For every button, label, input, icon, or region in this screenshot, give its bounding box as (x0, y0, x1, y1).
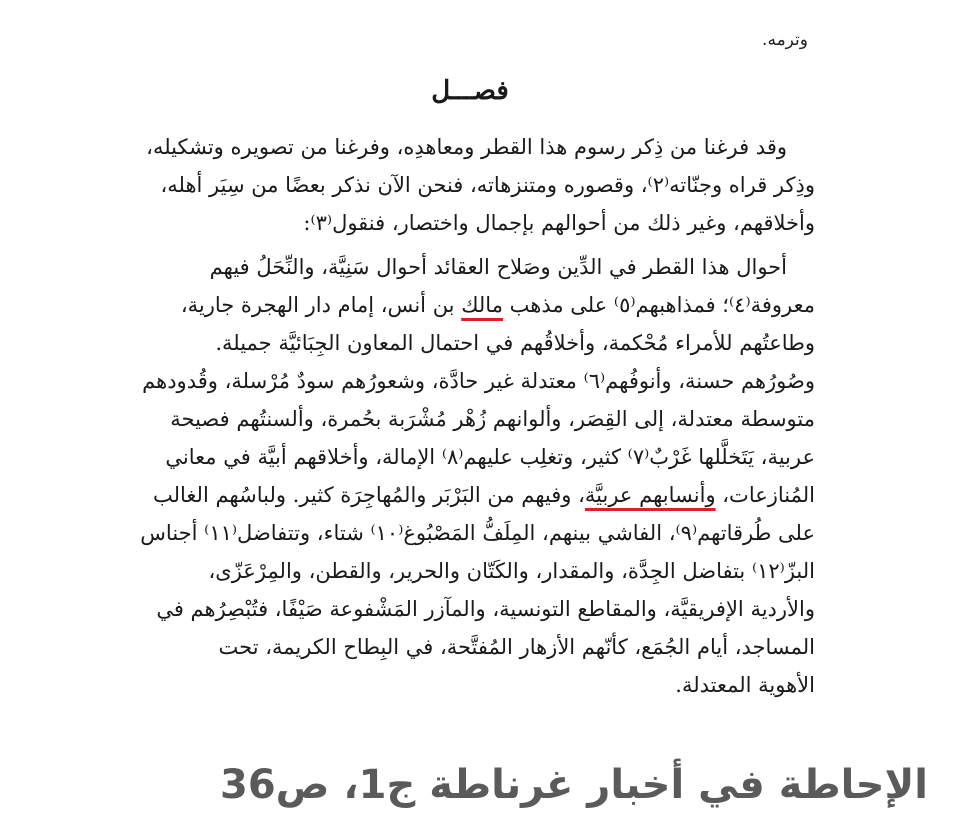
text-line (115, 476, 815, 514)
text-segment: المُنازعات، (715, 483, 815, 507)
text-line (115, 552, 815, 590)
text-segment: وطاعتُهم للأمراء مُحْكمة، وأخلاقُهم في احتمال المعاون الجِبَائيَّة جميلة. (215, 331, 815, 355)
text-segment: عربية، يَتَخلَّلها غَرْبٌ⁽٧⁾ كثير، وتغلِب عليهم⁽٨⁾ الإمالة، وأخلاقهم أبيَّة في معاني (165, 445, 815, 469)
section-title: فصـــل (431, 76, 509, 106)
text-line (115, 248, 815, 286)
text-line (115, 666, 815, 704)
text-line: وذِكر قراه وجنّاته⁽٢⁾، وقصوره ومتنزهاته، فنحن الآن نذكر بعضًا من سِيَر أهله، (160, 173, 815, 197)
text-segment: وصُورُهم حسنة، وأنوفُهم⁽٦⁾ معتدلة غير حادَّة، وشعورُهم سودٌ مُرْسلة، وقُدودهم (142, 369, 815, 393)
text-line (115, 362, 815, 400)
text-line (115, 514, 815, 552)
text-line (115, 438, 815, 476)
text-segment: على طُرقاتهم⁽٩⁾، الفاشي بينهم، المِلَفُّ المَصْبُوغ⁽١٠⁾ شتاء، وتتفاضل⁽١١⁾ أجناس (140, 521, 815, 545)
text-segment: البزّ⁽١٢⁾ بتفاضل الجِدَّة، والمقدار، والكَتّان والحرير، والقطن، والمِرْعَزّى، (208, 559, 815, 583)
paragraph-description (115, 248, 815, 704)
underlined-phrase: وأنسابهم عربيَّة (584, 483, 716, 507)
text-line (115, 590, 815, 628)
source-caption: الإحاطة في أخبار غرناطة ج1، ص36 (219, 762, 928, 808)
text-segment: أحوال هذا القطر في الدِّين وصَلاح العقائد أحوال سَنِيَّة، والنِّحَلُ فيهم (209, 255, 787, 279)
text-line (115, 400, 815, 438)
text-segment: الأهوية المعتدلة. (675, 673, 815, 697)
text-segment: متوسطة معتدلة، إلى القِصَر، وألوانهم زُهْر مُشْرَبة بحُمرة، وألسنتُهم فصيحة (170, 407, 815, 431)
previous-page-fragment: وترمه. (762, 30, 808, 50)
text-line (115, 628, 815, 666)
text-line (115, 324, 815, 362)
text-line: وأخلاقهم، وغير ذلك من أحوالهم بإجمال واختصار، فنقول⁽٣⁾: (303, 211, 815, 235)
text-segment: ، وفيهم من البَرْبَر والمُهاجِرَة كثير. ولباسُهم الغالب (153, 483, 585, 507)
text-segment: معروفة⁽٤⁾؛ فمذاهبهم⁽٥⁾ على مذهب (502, 293, 815, 317)
text-line (115, 286, 815, 324)
text-line: وقد فرغنا من ذِكر رسوم هذا القطر ومعاهدِه، وفرغنا من تصويره وتشكيله، (146, 135, 787, 159)
text-segment: بن أنس، إمام دار الهجرة جارية، (180, 293, 462, 317)
text-segment: والأردية الإفريقيَّة، والمقاطع التونسية، والمآزر المَشْفوعة صَيْفًا، فتُبْصِرُهم في (156, 597, 815, 621)
paragraph-intro (115, 128, 815, 242)
text-segment: المساجد، أيام الجُمَع، كأنّهم الأزهار المُفتَّحة، في البِطاح الكريمة، تحت (218, 635, 815, 659)
underlined-phrase: مالك (461, 293, 503, 317)
